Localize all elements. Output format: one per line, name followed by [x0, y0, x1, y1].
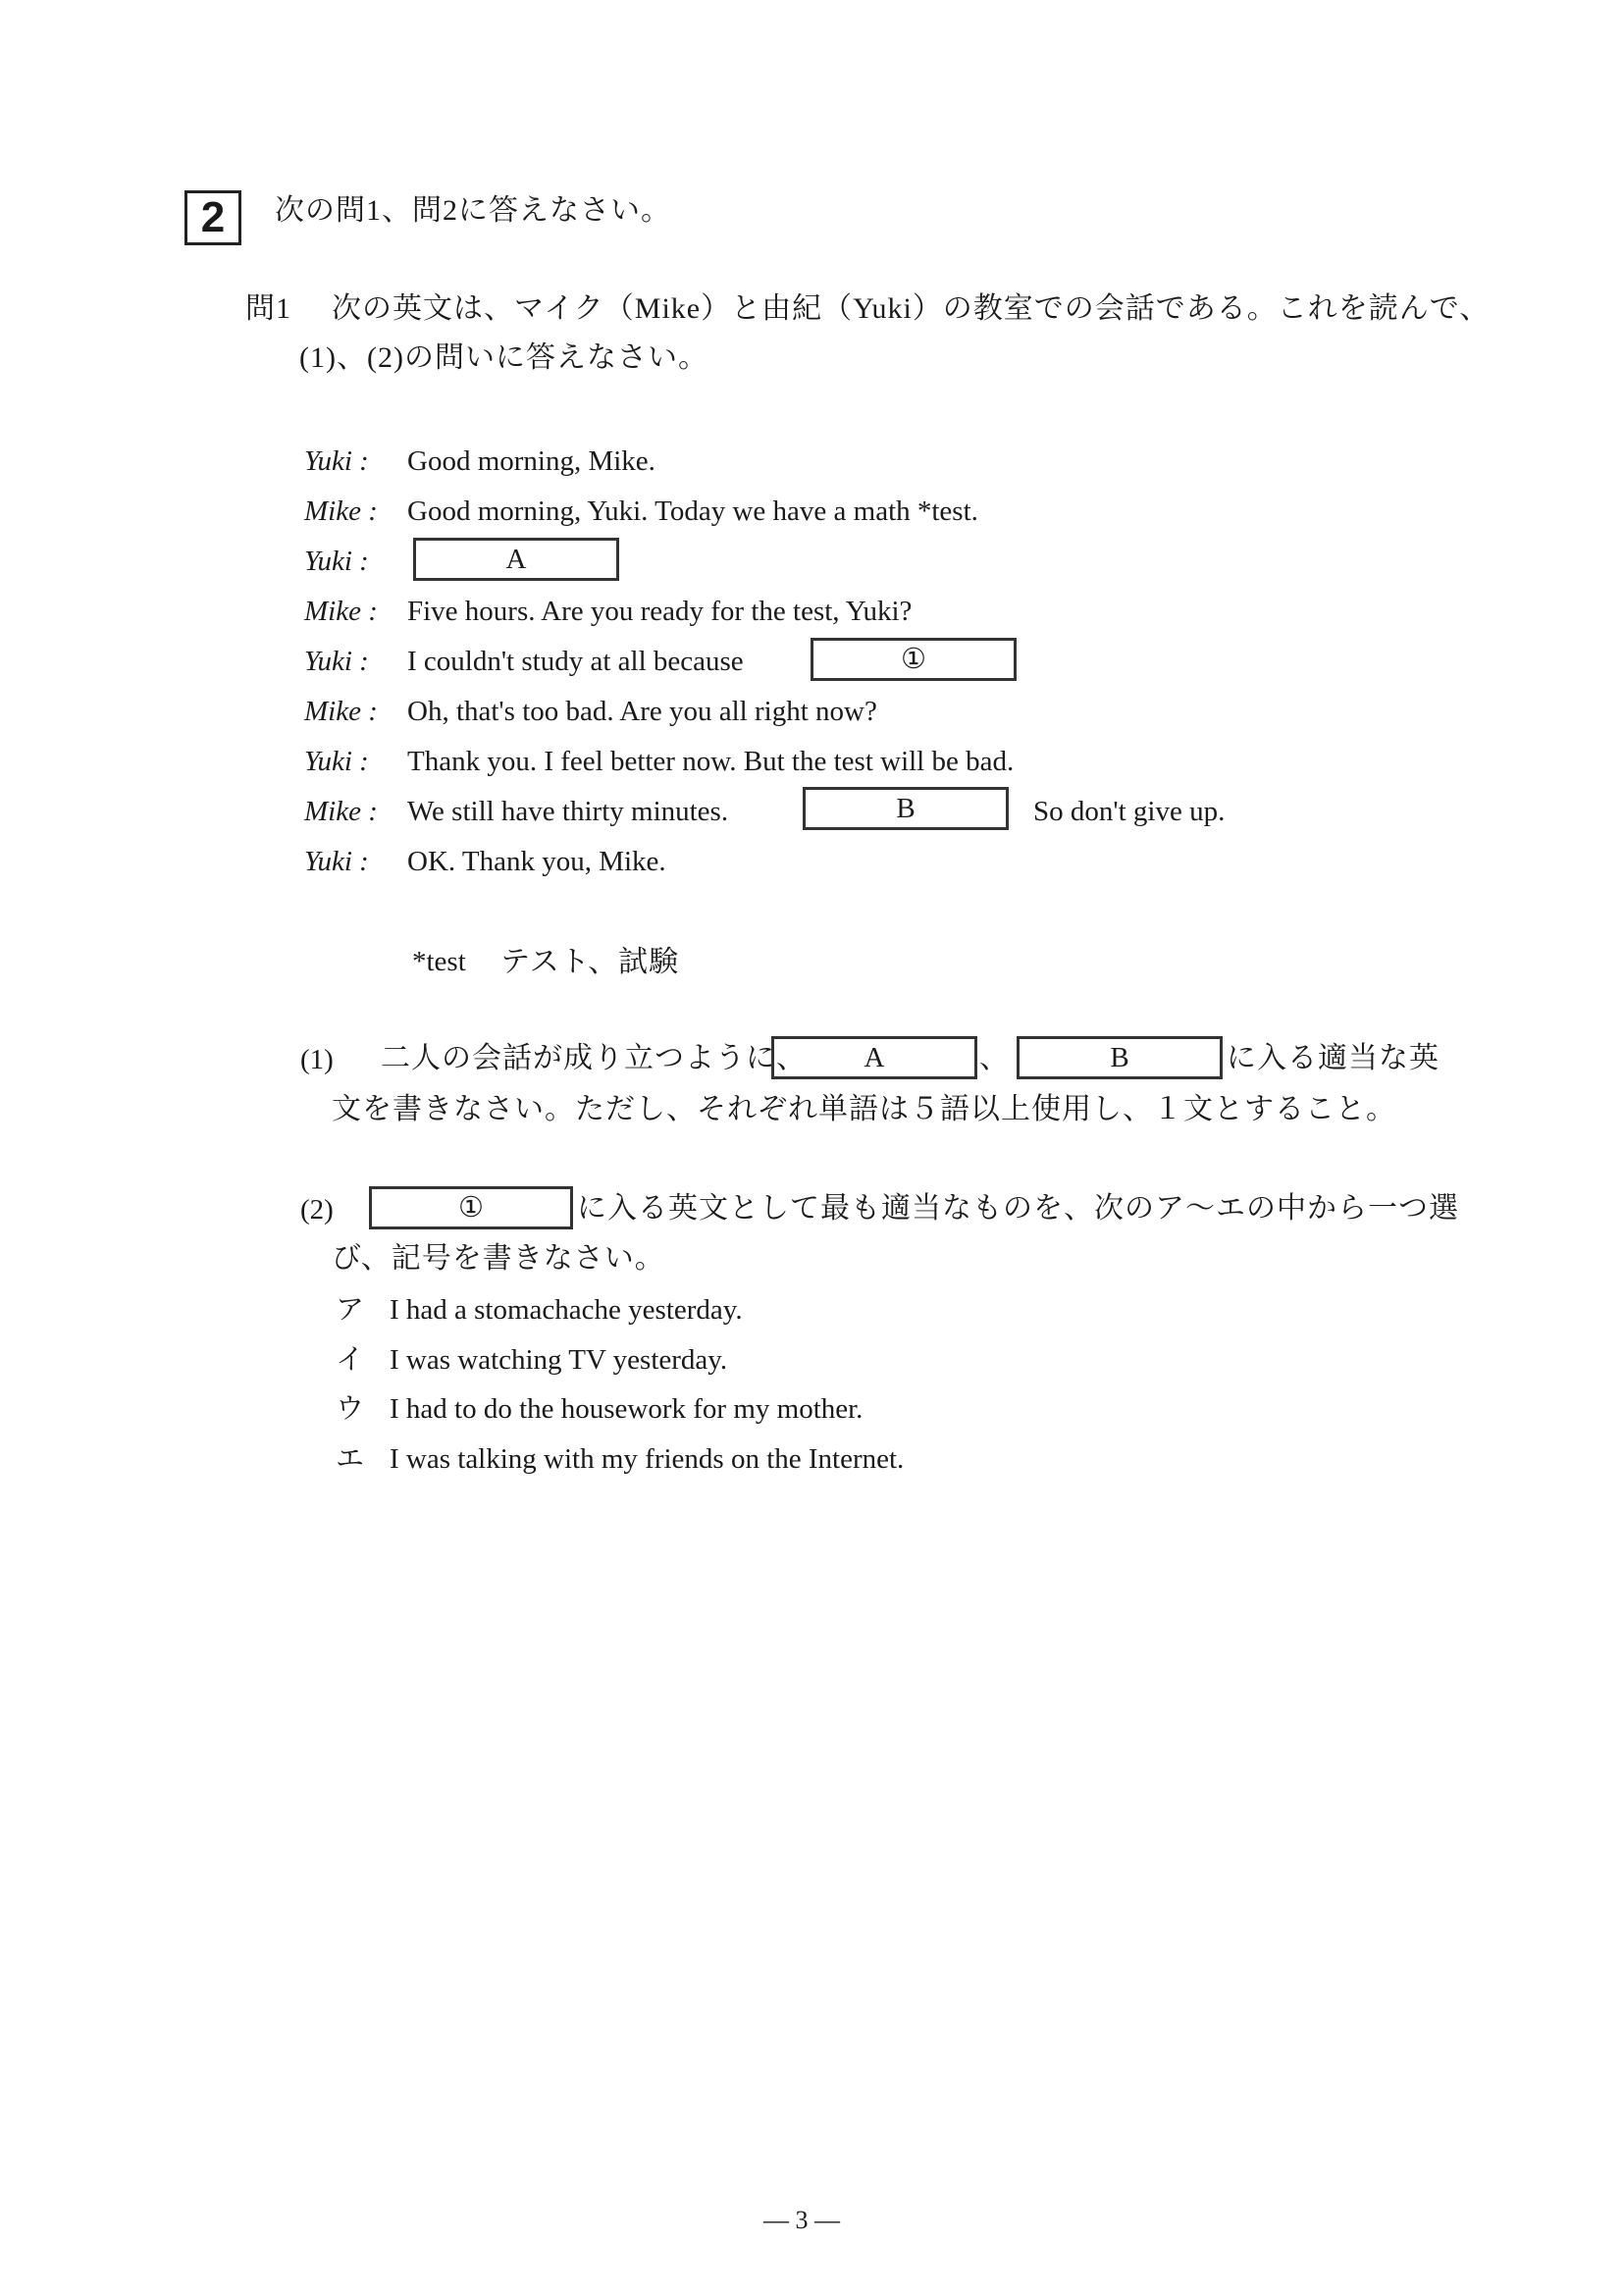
page-number: — 3 —	[763, 2206, 840, 2234]
speaker: Mike :	[304, 596, 378, 627]
section-number-box: 2	[184, 190, 241, 245]
option-mark: ウ	[336, 1393, 366, 1425]
dialogue-text: Oh, that's too bad. Are you all right now?	[407, 696, 877, 727]
sub1-sep: 、	[979, 1042, 1010, 1074]
dialogue-text-after: So don't give up.	[1033, 796, 1226, 827]
dialogue-text: Five hours. Are you ready for the test, Yuki?	[407, 596, 913, 627]
speaker: Mike :	[304, 696, 378, 727]
speaker: Mike :	[304, 796, 378, 827]
speaker: Yuki :	[304, 646, 369, 677]
sub1-label: (1)	[300, 1044, 334, 1075]
footnote-meaning: テスト、試験	[500, 946, 680, 978]
q1-intro-line2: (1)、(2)の問いに答えなさい。	[299, 341, 708, 374]
option-mark: ア	[336, 1294, 366, 1326]
footnote-term: *test	[412, 946, 466, 977]
option-text: I had to do the housework for my mother.	[390, 1393, 864, 1425]
speaker: Mike :	[304, 496, 378, 527]
speaker: Yuki :	[304, 746, 369, 777]
q1-intro-line1: 次の英文は、マイク（Mike）と由紀（Yuki）の教室での会話である。これを読んで、	[332, 292, 1491, 325]
dialogue-text: I couldn't study at all because	[407, 646, 744, 677]
blank-box-a: A	[413, 538, 619, 581]
speaker: Yuki :	[304, 846, 369, 877]
sub1-pre: 二人の会話が成り立つように、	[381, 1042, 807, 1074]
option-text: I was talking with my friends on the Internet.	[390, 1443, 905, 1475]
sub2-line2: び、記号を書きなさい。	[332, 1242, 665, 1275]
blank-box-b: B	[803, 787, 1009, 830]
sub2-post: に入る英文として最も適当なものを、次のア～エの中から一つ選	[577, 1192, 1459, 1225]
option-text: I was watching TV yesterday.	[390, 1344, 728, 1376]
speaker: Yuki :	[304, 445, 369, 477]
blank-box-1: ①	[369, 1186, 573, 1229]
sub2-label: (2)	[300, 1194, 334, 1226]
blank-box-b: B	[1017, 1036, 1223, 1079]
blank-box-1: ①	[811, 638, 1017, 681]
option-mark: エ	[336, 1443, 366, 1475]
option-text: I had a stomachache yesterday.	[390, 1294, 743, 1326]
dialogue-text: Good morning, Yuki. Today we have a math *test.	[407, 496, 978, 527]
q1-label: 問1	[245, 292, 291, 325]
dialogue-text: Thank you. I feel better now. But the test will be bad.	[407, 746, 1015, 777]
option-mark: イ	[336, 1344, 366, 1376]
sub1-line2: 文を書きなさい。ただし、それぞれ単語は５語以上使用し、１文とすること。	[332, 1093, 1396, 1125]
speaker: Yuki :	[304, 546, 369, 577]
section-instruction: 次の問1、問2に答えなさい。	[275, 194, 671, 227]
dialogue-text: OK. Thank you, Mike.	[407, 846, 666, 877]
blank-box-a: A	[771, 1036, 977, 1079]
dialogue-text: We still have thirty minutes.	[407, 796, 729, 827]
sub1-post: に入る適当な英	[1227, 1042, 1440, 1074]
dialogue-text: Good morning, Mike.	[407, 445, 655, 477]
